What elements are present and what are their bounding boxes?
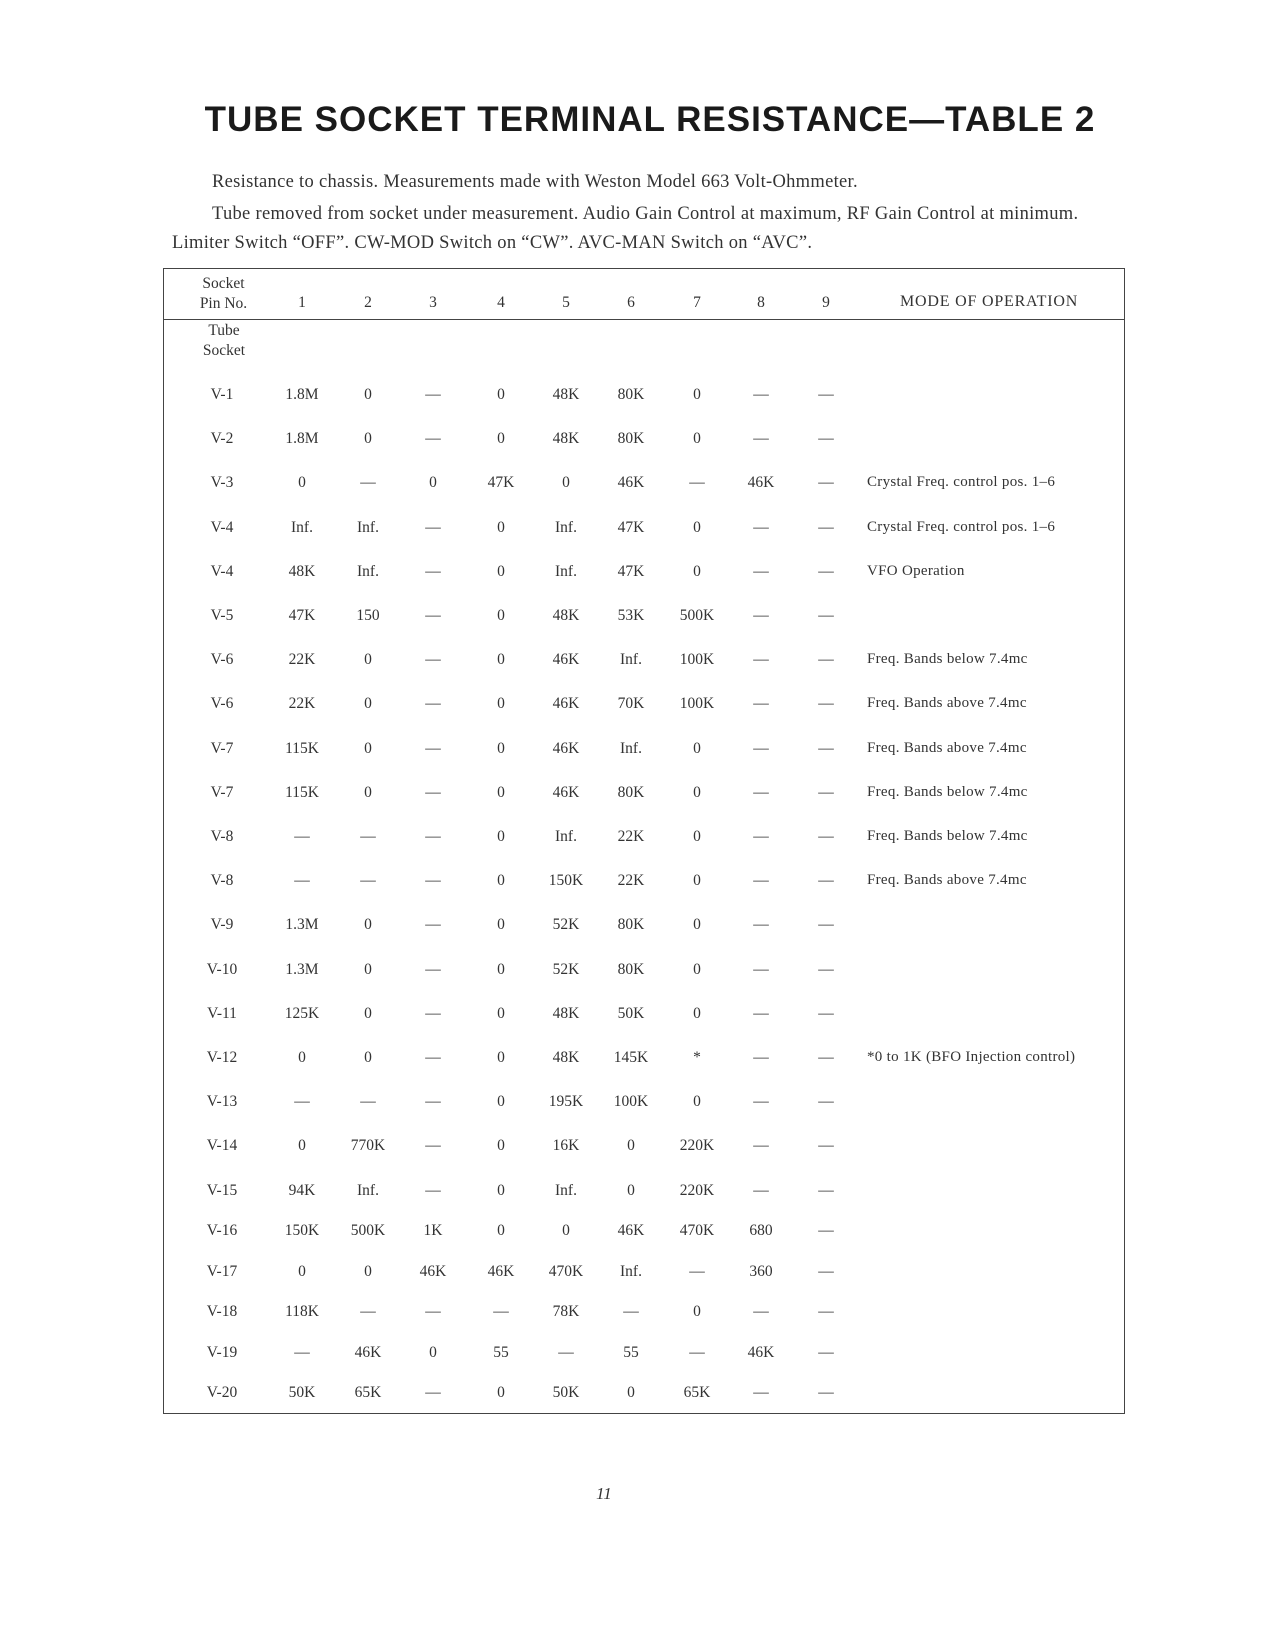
tube-socket-cell: V-16 (206, 1222, 238, 1240)
pin-value-cell: — (818, 1303, 834, 1321)
pin-value-cell: — (753, 695, 769, 713)
pin-value-cell: Inf. (291, 518, 313, 536)
pin-value-cell: 65K (683, 1384, 711, 1402)
table-row (164, 519, 1124, 543)
pin-value-cell: — (425, 739, 441, 757)
pin-value-cell: 0 (693, 916, 701, 934)
pin-value-cell: — (753, 1137, 769, 1155)
pin-value-cell: — (818, 1049, 834, 1066)
pin-value-cell: 0 (497, 1004, 505, 1022)
pin-value-cell: — (818, 1343, 834, 1361)
pin-value-cell: — (753, 651, 769, 669)
pin-value-cell: — (689, 1343, 705, 1361)
pin-value-cell: 150 (356, 607, 380, 624)
pin-value-cell: 22K (288, 651, 316, 669)
table-header (164, 269, 1124, 320)
pin-value-cell: — (753, 562, 769, 580)
pin-value-cell: 0 (693, 386, 701, 403)
pin-value-cell: — (425, 651, 441, 669)
pin-value-cell: — (818, 916, 834, 934)
pin-value-cell: 115K (285, 739, 319, 757)
pin-value-cell: 50K (288, 1384, 316, 1402)
pin-value-cell: 46K (487, 1262, 515, 1280)
pin-value-cell: 0 (497, 783, 505, 801)
pin-value-cell: 0 (298, 1137, 306, 1155)
pin-value-cell: — (753, 783, 769, 801)
tube-socket-cell: V-13 (206, 1093, 238, 1111)
tube-socket-cell: V-9 (210, 916, 234, 934)
pin-value-cell: — (818, 739, 834, 757)
pin-value-cell: 46K (747, 1343, 775, 1361)
pin-value-cell: 150K (284, 1222, 320, 1240)
pin-value-cell: 0 (693, 828, 701, 845)
pin-value-cell: 0 (497, 960, 505, 978)
pin-value-cell: — (425, 1093, 441, 1111)
pin-value-cell: 80K (617, 916, 645, 934)
tube-socket-cell: V-8 (210, 828, 234, 845)
pin-value-cell: 70K (617, 695, 645, 713)
table-row (164, 651, 1124, 675)
pin-value-cell: Inf. (555, 1181, 577, 1199)
pin-value-cell: 50K (617, 1004, 645, 1022)
pin-value-cell: 80K (617, 386, 645, 403)
tube-socket-header (189, 321, 259, 361)
tube-socket-cell: V-2 (210, 430, 234, 448)
intro-paragraph-2: Tube removed from socket under measurement. Audio Gain Control at maximum, RF Gain Control at minimum. Limiter Switch “OFF”. CW-MOD Switch on “CW”. AVC-MAN Switch on “AVC”. (172, 204, 1079, 253)
pin-value-cell: 0 (497, 1222, 505, 1240)
pin-value-cell: 0 (562, 474, 570, 492)
pin-value-cell: Inf. (555, 828, 577, 845)
pin-value-cell: Inf. (620, 651, 642, 669)
pin-value-cell: 118K (285, 1303, 319, 1321)
pin-value-cell: 195K (548, 1093, 584, 1111)
pin-value-cell: — (818, 1222, 834, 1240)
pin-value-cell: 0 (497, 1181, 505, 1199)
mode-cell: Crystal Freq. control pos. 1–6 (867, 518, 1056, 535)
pin-value-cell: 22K (617, 828, 645, 845)
table-row (164, 563, 1124, 587)
pin-value-cell: 220K (679, 1137, 715, 1155)
pin-value-cell: — (623, 1303, 639, 1321)
pin-value-cell: — (818, 1262, 834, 1280)
pin-value-cell: — (753, 430, 769, 448)
tube-socket-cell: V-6 (210, 695, 234, 713)
pin-value-cell: 360 (749, 1262, 773, 1280)
pin-value-cell: Inf. (357, 562, 379, 580)
table-row (164, 430, 1124, 454)
pin-value-cell: — (360, 828, 376, 845)
pin-value-cell: — (425, 386, 441, 403)
pin-value-cell: 52K (552, 916, 580, 934)
tube-socket-cell: V-18 (206, 1303, 238, 1321)
pin-value-cell: 150K (548, 872, 584, 890)
table-row (164, 474, 1124, 498)
pin-value-cell: 0 (693, 739, 701, 757)
pin-header-4: 4 (497, 294, 505, 311)
pin-value-cell: — (818, 828, 834, 845)
mode-cell: *0 to 1K (BFO Injection control) (867, 1049, 1076, 1065)
pin-value-cell: — (425, 872, 441, 890)
page-title: TUBE SOCKET TERMINAL RESISTANCE—TABLE 2 (204, 100, 1096, 139)
pin-value-cell: 48K (552, 430, 580, 448)
pin-value-cell: 46K (617, 1222, 645, 1240)
table-row (164, 1222, 1124, 1246)
table-row (164, 1049, 1124, 1073)
mode-cell: Crystal Freq. control pos. 1–6 (867, 474, 1056, 491)
pin-value-cell: — (294, 1093, 310, 1111)
pin-value-cell: 0 (497, 386, 505, 403)
pin-value-cell: 47K (487, 474, 515, 492)
pin-value-cell: — (818, 474, 834, 492)
pin-value-cell: — (818, 872, 834, 890)
pin-value-cell: Inf. (357, 518, 379, 536)
pin-value-cell: — (753, 828, 769, 845)
pin-value-cell: — (425, 1004, 441, 1022)
tube-socket-cell: V-1 (210, 386, 234, 403)
pin-value-cell: — (425, 1137, 441, 1155)
pin-value-cell: — (558, 1343, 574, 1361)
pin-value-cell: 0 (497, 916, 505, 934)
table-row (164, 1303, 1124, 1327)
pin-value-cell: 46K (354, 1343, 382, 1361)
pin-value-cell: 770K (350, 1137, 386, 1155)
pin-no-label: Pin No. (199, 295, 248, 312)
pin-value-cell: — (425, 607, 441, 624)
pin-value-cell: — (818, 1093, 834, 1111)
table-row (164, 916, 1124, 940)
pin-value-cell: 1.8M (285, 430, 319, 448)
pin-value-cell: 220K (679, 1181, 715, 1199)
pin-value-cell: — (425, 960, 441, 978)
pin-value-cell: 46K (617, 474, 645, 492)
pin-value-cell: 0 (364, 960, 372, 978)
pin-value-cell: 0 (497, 695, 505, 713)
pin-value-cell: 22K (617, 872, 645, 890)
pin-value-cell: 22K (288, 695, 316, 713)
pin-value-cell: 0 (627, 1137, 635, 1155)
pin-value-cell: 0 (497, 1384, 505, 1402)
tube-socket-cell: V-6 (210, 651, 234, 669)
tube-socket-cell: V-7 (210, 783, 234, 801)
pin-value-cell: Inf. (555, 518, 577, 536)
pin-value-cell: 0 (429, 474, 437, 492)
pin-value-cell: — (425, 1303, 441, 1321)
pin-value-cell: — (294, 1343, 310, 1361)
pin-value-cell: 65K (354, 1384, 382, 1402)
pin-value-cell: 0 (693, 562, 701, 580)
pin-value-cell: 48K (552, 386, 580, 403)
pin-value-cell: 0 (497, 1137, 505, 1155)
pin-value-cell: 0 (497, 651, 505, 669)
pin-header-3: 3 (429, 294, 437, 311)
table-row (164, 1093, 1124, 1117)
pin-value-cell: 0 (693, 1303, 701, 1321)
socket-label: Socket (202, 275, 245, 292)
pin-value-cell: — (753, 1303, 769, 1321)
pin-value-cell: — (689, 474, 705, 492)
pin-value-cell: 0 (364, 386, 372, 403)
pin-value-cell: — (818, 1181, 834, 1199)
tube-socket-cell: V-10 (206, 960, 238, 978)
pin-value-cell: 48K (552, 1004, 580, 1022)
pin-value-cell: 0 (298, 1049, 306, 1066)
mode-cell: Freq. Bands below 7.4mc (867, 651, 1028, 668)
table-row (164, 1137, 1124, 1161)
pin-value-cell: 0 (627, 1384, 635, 1402)
page-number: 11 (596, 1484, 612, 1503)
pin-value-cell: 47K (617, 518, 645, 536)
table-row (164, 828, 1124, 852)
pin-value-cell: 50K (552, 1384, 580, 1402)
pin-value-cell: — (425, 562, 441, 580)
pin-value-cell: — (360, 474, 376, 492)
pin-value-cell: 1.8M (285, 386, 319, 403)
pin-value-cell: 0 (497, 607, 505, 624)
table-row (164, 386, 1124, 410)
tube-socket-cell: V-14 (206, 1137, 238, 1155)
pin-value-cell: — (294, 828, 310, 845)
socket-pin-header (186, 274, 261, 314)
pin-value-cell: — (818, 430, 834, 448)
pin-value-cell: — (753, 1093, 769, 1111)
pin-value-cell: — (818, 386, 834, 403)
tube-socket-cell: V-12 (206, 1049, 238, 1066)
table-row (164, 1005, 1124, 1029)
table-row (164, 1182, 1124, 1206)
pin-value-cell: 0 (497, 739, 505, 757)
pin-value-cell: 1K (423, 1222, 443, 1240)
tube-socket-cell: V-8 (210, 872, 234, 890)
pin-header-7: 7 (693, 294, 701, 311)
pin-value-cell: 48K (552, 607, 580, 624)
pin-value-cell: — (425, 1049, 441, 1066)
pin-value-cell: — (753, 1049, 769, 1066)
tube-label: Tube (208, 322, 240, 339)
pin-value-cell: 125K (284, 1004, 320, 1022)
pin-value-cell: 0 (364, 430, 372, 448)
pin-value-cell: — (753, 739, 769, 757)
pin-value-cell: 46K (747, 474, 775, 492)
pin-value-cell: — (753, 518, 769, 536)
pin-value-cell: 145K (613, 1049, 649, 1066)
pin-value-cell: — (753, 386, 769, 403)
mode-cell: Freq. Bands above 7.4mc (867, 872, 1027, 889)
pin-value-cell: 0 (364, 1004, 372, 1022)
pin-value-cell: 0 (693, 1093, 701, 1111)
pin-value-cell: 0 (364, 1049, 372, 1066)
pin-value-cell: — (425, 518, 441, 536)
pin-value-cell: 100K (679, 651, 715, 669)
pin-value-cell: 0 (693, 518, 701, 536)
pin-value-cell: — (425, 916, 441, 934)
pin-value-cell: 0 (562, 1222, 570, 1240)
pin-value-cell: 0 (497, 872, 505, 890)
pin-value-cell: 78K (552, 1303, 580, 1321)
pin-value-cell: 115K (285, 783, 319, 801)
pin-value-cell: — (818, 651, 834, 669)
pin-value-cell: 0 (497, 1049, 505, 1066)
pin-value-cell: 46K (552, 695, 580, 713)
tube-socket-cell: V-4 (210, 562, 234, 580)
mode-cell: Freq. Bands above 7.4mc (867, 695, 1027, 712)
tube-socket-cell: V-11 (207, 1004, 237, 1022)
tube-socket-cell: V-5 (210, 607, 234, 624)
pin-value-cell: — (753, 1384, 769, 1402)
pin-value-cell: 0 (298, 474, 306, 492)
pin-header-6: 6 (627, 294, 635, 311)
pin-value-cell: — (818, 518, 834, 536)
pin-value-cell: — (818, 695, 834, 713)
mode-header: MODE OF OPERATION (900, 293, 1079, 310)
table-row (164, 695, 1124, 719)
socket-label: Socket (202, 342, 246, 359)
pin-value-cell: 500K (679, 607, 715, 624)
pin-header-9: 9 (822, 294, 830, 311)
tube-socket-cell: V-4 (210, 518, 234, 536)
pin-value-cell: — (425, 695, 441, 713)
pin-value-cell: 94K (288, 1181, 316, 1199)
pin-value-cell: 100K (679, 695, 715, 713)
pin-value-cell: 46K (552, 651, 580, 669)
tube-socket-cell: V-15 (206, 1181, 238, 1199)
table-row (164, 872, 1124, 896)
pin-value-cell: 470K (679, 1222, 715, 1240)
pin-value-cell: 16K (552, 1137, 580, 1155)
table-row (164, 1263, 1124, 1287)
pin-value-cell: — (753, 1004, 769, 1022)
pin-value-cell: — (818, 1384, 834, 1402)
pin-value-cell: 500K (350, 1222, 386, 1240)
mode-cell: Freq. Bands above 7.4mc (867, 739, 1027, 756)
tube-socket-cell: V-17 (206, 1262, 238, 1280)
pin-value-cell: 80K (617, 430, 645, 448)
pin-value-cell: 680 (749, 1222, 773, 1240)
pin-value-cell: 0 (693, 1004, 701, 1022)
mode-cell: Freq. Bands below 7.4mc (867, 828, 1028, 844)
pin-value-cell: 0 (693, 430, 701, 448)
intro-paragraph-1: Resistance to chassis. Measurements made with Weston Model 663 Volt-Ohmmeter. (212, 172, 858, 192)
tube-socket-cell: V-3 (210, 474, 234, 492)
pin-value-cell: 0 (497, 828, 505, 845)
table-row (164, 607, 1124, 631)
pin-value-cell: 0 (364, 739, 372, 757)
pin-value-cell: 47K (288, 607, 316, 624)
pin-header-5: 5 (562, 294, 570, 311)
pin-value-cell: — (360, 872, 376, 890)
pin-value-cell: 1.3M (285, 916, 319, 934)
pin-value-cell: — (294, 872, 310, 890)
pin-value-cell: — (753, 607, 769, 624)
pin-value-cell: 46K (552, 783, 580, 801)
pin-value-cell: — (753, 960, 769, 978)
pin-value-cell: — (425, 1181, 441, 1199)
pin-value-cell: — (360, 1303, 376, 1321)
table-row (164, 961, 1124, 985)
mode-cell: Freq. Bands below 7.4mc (867, 783, 1028, 800)
pin-value-cell: * (693, 1049, 701, 1066)
pin-value-cell: Inf. (357, 1181, 379, 1199)
tube-socket-cell: V-7 (210, 739, 234, 757)
pin-value-cell: — (753, 1181, 769, 1199)
resistance-table (163, 268, 1125, 1414)
pin-value-cell: — (425, 783, 441, 801)
pin-value-cell: — (689, 1262, 705, 1280)
pin-value-cell: 47K (617, 562, 645, 580)
pin-value-cell: 0 (364, 1262, 372, 1280)
table-row (164, 1384, 1124, 1408)
pin-value-cell: 0 (298, 1262, 306, 1280)
pin-value-cell: 46K (552, 739, 580, 757)
pin-value-cell: Inf. (555, 562, 577, 580)
pin-value-cell: 0 (497, 1093, 505, 1111)
pin-value-cell: 48K (288, 562, 316, 580)
pin-value-cell: Inf. (620, 1262, 642, 1280)
pin-value-cell: — (818, 960, 834, 978)
table-row (164, 1344, 1124, 1368)
pin-value-cell: 0 (364, 695, 372, 713)
pin-value-cell: 100K (613, 1093, 649, 1111)
pin-value-cell: — (818, 1137, 834, 1155)
pin-value-cell: 1.3M (285, 960, 319, 978)
pin-value-cell: 52K (552, 960, 580, 978)
pin-header-1: 1 (298, 294, 306, 311)
pin-value-cell: — (493, 1303, 509, 1321)
tube-socket-cell: V-19 (206, 1343, 238, 1361)
pin-value-cell: 55 (623, 1343, 639, 1361)
pin-value-cell: — (818, 1004, 834, 1022)
pin-value-cell: — (425, 828, 441, 845)
pin-header-8: 8 (757, 294, 765, 311)
pin-value-cell: — (425, 1384, 441, 1402)
pin-value-cell: 0 (429, 1343, 437, 1361)
pin-value-cell: 80K (617, 783, 645, 801)
pin-value-cell: 0 (364, 783, 372, 801)
pin-value-cell: 0 (693, 960, 701, 978)
pin-value-cell: 55 (493, 1343, 509, 1361)
pin-value-cell: 53K (617, 607, 645, 624)
table-row (164, 784, 1124, 808)
pin-value-cell: — (818, 783, 834, 801)
pin-value-cell: 46K (419, 1262, 447, 1280)
pin-value-cell: 0 (497, 430, 505, 448)
pin-value-cell: 0 (627, 1181, 635, 1199)
pin-value-cell: 0 (364, 651, 372, 669)
pin-value-cell: Inf. (620, 739, 642, 757)
pin-value-cell: — (818, 562, 834, 580)
pin-value-cell: 0 (497, 562, 505, 580)
pin-value-cell: — (425, 430, 441, 448)
pin-value-cell: 470K (548, 1262, 584, 1280)
pin-value-cell: 0 (364, 916, 372, 934)
pin-header-2: 2 (364, 294, 372, 311)
pin-value-cell: 0 (693, 783, 701, 801)
mode-cell: VFO Operation (867, 562, 965, 579)
pin-value-cell: — (753, 916, 769, 934)
pin-value-cell: — (753, 872, 769, 890)
tube-socket-cell: V-20 (206, 1384, 238, 1402)
table-row (164, 740, 1124, 764)
pin-value-cell: 80K (617, 960, 645, 978)
pin-value-cell: 0 (497, 518, 505, 536)
pin-value-cell: 0 (693, 872, 701, 890)
pin-value-cell: — (360, 1093, 376, 1111)
pin-value-cell: — (818, 607, 834, 624)
pin-value-cell: 48K (552, 1049, 580, 1066)
